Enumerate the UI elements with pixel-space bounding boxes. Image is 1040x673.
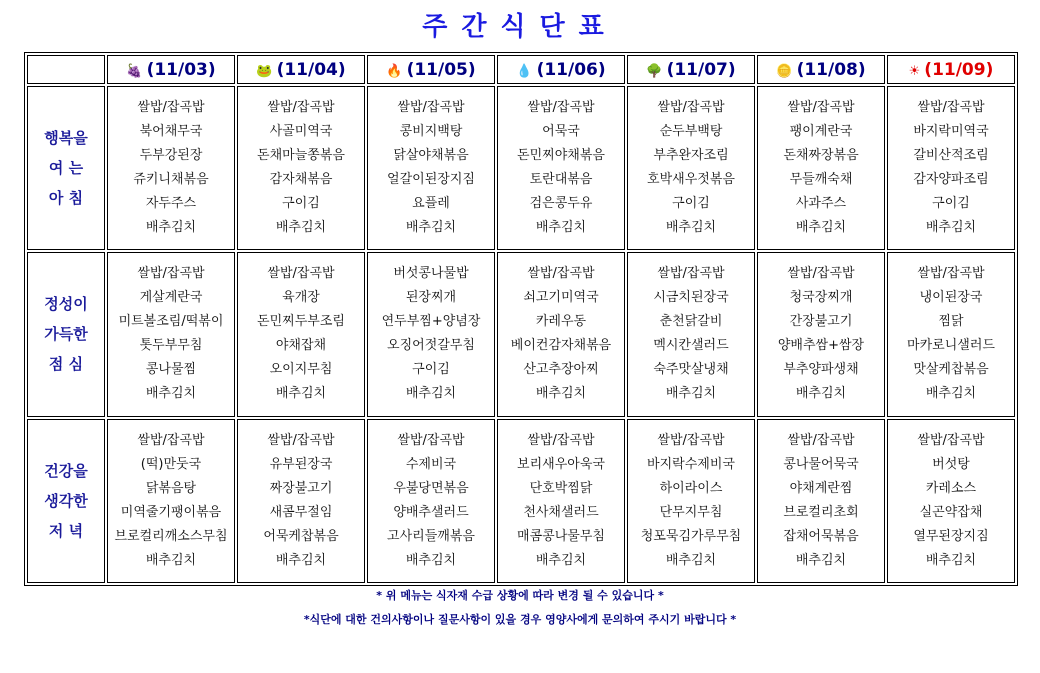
- menu-item: 배추김치: [795, 552, 847, 568]
- menu-item: 호박새우젓볶음: [647, 172, 735, 188]
- lunch-label: [27, 252, 105, 416]
- day-icon: ☀: [908, 63, 921, 79]
- menu-item: 구이김: [932, 196, 970, 212]
- menu-item: 어묵케찹볶음: [263, 528, 339, 544]
- menu-item: 배추김치: [145, 220, 197, 236]
- menu-item: 마카로니샐러드: [907, 338, 995, 354]
- menu-item: 고사리들깨볶음: [387, 528, 475, 544]
- menu-item: 단무지무침: [659, 504, 723, 520]
- menu-item: 부추양파생채: [783, 362, 859, 378]
- menu-item: 배추김치: [795, 386, 847, 402]
- menu-item: 배추김치: [275, 220, 327, 236]
- menu-item: 배추김치: [535, 220, 587, 236]
- menu-item-list: [628, 262, 754, 406]
- menu-item: 콩나물어묵국: [783, 456, 859, 472]
- menu-item: 쌀밥/잡곡밥: [397, 100, 465, 116]
- menu-item: 쇠고기미역국: [523, 290, 599, 306]
- menu-cell: [107, 419, 235, 583]
- menu-cell: [627, 419, 755, 583]
- menu-item: 야채계란찜: [789, 480, 853, 496]
- menu-item-list: [888, 429, 1014, 573]
- date-header-5: [627, 55, 755, 84]
- menu-item: 야채잡채: [275, 338, 327, 354]
- menu-item: 닭볶음탕: [145, 480, 197, 496]
- page-title: 주간식단표: [422, 12, 618, 42]
- menu-item: 카레우동: [535, 314, 587, 330]
- menu-item-list: [368, 96, 494, 240]
- weekly-menu-table: [24, 52, 1018, 586]
- menu-item: 찜닭: [938, 314, 964, 330]
- menu-item-list: [238, 96, 364, 240]
- menu-item: 짜장불고기: [269, 480, 333, 496]
- menu-item: 양배추샐러드: [393, 504, 469, 520]
- day-icon: 🍇: [126, 63, 143, 79]
- menu-cell: [497, 419, 625, 583]
- menu-item: 검은콩두유: [529, 196, 593, 212]
- meal-label-line: 여 는: [48, 159, 84, 178]
- menu-item: 배추김치: [145, 552, 197, 568]
- menu-cell: [627, 252, 755, 416]
- date-label: (11/05): [406, 59, 476, 80]
- menu-item: 갈비산적조림: [913, 148, 989, 164]
- menu-item-list: [498, 96, 624, 240]
- menu-item: 배추김치: [665, 386, 717, 402]
- menu-item: 쌀밥/잡곡밥: [267, 100, 335, 116]
- menu-item: 토란대볶음: [529, 172, 593, 188]
- menu-item: 유부된장국: [269, 456, 333, 472]
- menu-item-list: [628, 96, 754, 240]
- menu-item: 배추김치: [535, 386, 587, 402]
- menu-item: 쌀밥/잡곡밥: [787, 432, 855, 448]
- menu-item: 무들깨숙채: [789, 172, 853, 188]
- meal-label-line: 행복을: [44, 129, 88, 148]
- menu-item: 실곤약잡채: [919, 504, 983, 520]
- menu-item: 양배추쌈+쌈장: [777, 338, 865, 354]
- menu-item: 천사채샐러드: [523, 504, 599, 520]
- menu-item: 배추김치: [535, 552, 587, 568]
- menu-item: 요플레: [412, 196, 450, 212]
- menu-item: 배추김치: [665, 552, 717, 568]
- menu-item: 배추김치: [795, 220, 847, 236]
- menu-cell: [237, 86, 365, 250]
- meal-label-line: 점 심: [48, 355, 84, 374]
- menu-item: 배추김치: [145, 386, 197, 402]
- date-header-row: [27, 55, 1015, 84]
- menu-item: 단호박찜닭: [529, 480, 593, 496]
- menu-item: 보리새우아욱국: [517, 456, 605, 472]
- notice-contact-dietitian: *식단에 대한 건의사항이나 질문사항이 있을 경우 영양사에게 문의하여 주시기 바랍니다 *: [303, 613, 737, 626]
- menu-item: 얼갈이된장지짐: [387, 172, 475, 188]
- menu-item: 감자채볶음: [269, 172, 333, 188]
- menu-item: 육개장: [282, 290, 320, 306]
- menu-item: 바지락수제비국: [647, 456, 735, 472]
- menu-item: 배추김치: [275, 552, 327, 568]
- menu-item: 배추김치: [405, 220, 457, 236]
- menu-item: 두부강된장: [139, 148, 203, 164]
- menu-item: 베이컨감자채볶음: [510, 338, 612, 354]
- menu-item: 연두부찜+양념장: [381, 314, 481, 330]
- menu-item: 돈채짜장볶음: [783, 148, 859, 164]
- menu-item: 순두부백탕: [659, 124, 723, 140]
- day-icon: 🌳: [646, 63, 663, 79]
- menu-cell: [757, 419, 885, 583]
- menu-item-list: [888, 96, 1014, 240]
- menu-item: 바지락미역국: [913, 124, 989, 140]
- meal-label-line: 정성이: [44, 295, 88, 314]
- menu-item: 카레소스: [925, 480, 977, 496]
- menu-cell: [757, 86, 885, 250]
- menu-item: 새콤무절임: [269, 504, 333, 520]
- dinner-label: [27, 419, 105, 583]
- menu-item: 잡채어묵볶음: [783, 528, 859, 544]
- menu-item: 배추김치: [275, 386, 327, 402]
- menu-item: 산고추장아찌: [523, 362, 599, 378]
- menu-item-list: [108, 262, 234, 406]
- menu-item: 배추김치: [925, 552, 977, 568]
- breakfast-row: [27, 86, 1015, 250]
- menu-item: 쌀밥/잡곡밥: [917, 266, 985, 282]
- menu-item: 쌀밥/잡곡밥: [787, 100, 855, 116]
- menu-item: 오이지무침: [269, 362, 333, 378]
- menu-cell: [497, 252, 625, 416]
- menu-item: 감자양파조림: [913, 172, 989, 188]
- date-header-4: [497, 55, 625, 84]
- menu-cell: [237, 419, 365, 583]
- menu-item: 배추김치: [405, 552, 457, 568]
- menu-item: 맛살케찹볶음: [913, 362, 989, 378]
- menu-item: 팽이계란국: [789, 124, 853, 140]
- menu-item: 버섯탕: [932, 456, 970, 472]
- menu-item: 자두주스: [145, 196, 197, 212]
- dinner-row: [27, 419, 1015, 583]
- menu-item: 오징어젓갈무침: [387, 338, 475, 354]
- menu-item: 미트볼조림/떡볶이: [118, 314, 224, 330]
- menu-item: 쌀밥/잡곡밥: [527, 432, 595, 448]
- menu-cell: [237, 252, 365, 416]
- menu-cell: [627, 86, 755, 250]
- date-label: (11/04): [276, 59, 346, 80]
- menu-item: 어묵국: [542, 124, 580, 140]
- menu-item: 구이김: [412, 362, 450, 378]
- menu-item: 사과주스: [795, 196, 847, 212]
- menu-item-list: [888, 262, 1014, 406]
- menu-item-list: [758, 262, 884, 406]
- menu-item: 쌀밥/잡곡밥: [917, 100, 985, 116]
- menu-cell: [757, 252, 885, 416]
- menu-item-list: [238, 429, 364, 573]
- menu-item: 부추완자조림: [653, 148, 729, 164]
- menu-item: 청국장찌개: [789, 290, 853, 306]
- menu-cell: [887, 419, 1015, 583]
- menu-cell: [887, 86, 1015, 250]
- menu-item-list: [628, 429, 754, 573]
- menu-item: 버섯콩나물밥: [393, 266, 469, 282]
- menu-item: 구이김: [672, 196, 710, 212]
- menu-item: 된장찌개: [405, 290, 457, 306]
- date-header-2: [237, 55, 365, 84]
- day-icon: 🪙: [776, 63, 793, 79]
- date-header-3: [367, 55, 495, 84]
- menu-item: 돈민찌야채볶음: [517, 148, 605, 164]
- menu-item-list: [758, 96, 884, 240]
- corner-cell: [27, 55, 105, 84]
- menu-item-list: [108, 96, 234, 240]
- date-label: (11/09): [924, 59, 994, 80]
- menu-item: 닭살야채볶음: [393, 148, 469, 164]
- menu-item: 수제비국: [405, 456, 457, 472]
- menu-item: 사골미역국: [269, 124, 333, 140]
- menu-item: 게살계란국: [139, 290, 203, 306]
- menu-item: 냉이된장국: [919, 290, 983, 306]
- breakfast-label: [27, 86, 105, 250]
- meal-label-line: 저 녁: [48, 521, 84, 540]
- date-header-6: [757, 55, 885, 84]
- menu-item: 하이라이스: [659, 480, 723, 496]
- menu-item: 톳두부무침: [139, 338, 203, 354]
- notice-menu-change: * 위 메뉴는 식자재 수급 상황에 따라 변경 될 수 있습니다 *: [376, 589, 664, 602]
- menu-item-list: [108, 429, 234, 573]
- menu-item: 콩나물찜: [145, 362, 197, 378]
- menu-item: 배추김치: [665, 220, 717, 236]
- day-icon: 🐸: [256, 63, 273, 79]
- menu-cell: [367, 86, 495, 250]
- menu-item-list: [368, 262, 494, 406]
- menu-item: 간장불고기: [789, 314, 853, 330]
- menu-item: 미역줄기팽이볶음: [120, 504, 222, 520]
- menu-cell: [107, 86, 235, 250]
- menu-item-list: [498, 429, 624, 573]
- date-header-7: [887, 55, 1015, 84]
- menu-item: (떡)만둣국: [140, 456, 202, 472]
- meal-label-line: 건강을: [44, 461, 88, 480]
- menu-item: 쌀밥/잡곡밥: [657, 266, 725, 282]
- date-label: (11/06): [536, 59, 606, 80]
- menu-item: 쌀밥/잡곡밥: [397, 432, 465, 448]
- menu-item: 구이김: [282, 196, 320, 212]
- menu-item: 배추김치: [925, 220, 977, 236]
- menu-item-list: [498, 262, 624, 406]
- menu-body: [27, 86, 1015, 583]
- menu-item-list: [368, 429, 494, 573]
- menu-item: 시금치된장국: [653, 290, 729, 306]
- menu-item: 북어채무국: [139, 124, 203, 140]
- date-label: (11/03): [146, 59, 216, 80]
- menu-item: 쌀밥/잡곡밥: [137, 266, 205, 282]
- menu-item: 브로컬리깨소스무침: [114, 528, 228, 544]
- menu-item: 쥬키니채볶음: [133, 172, 209, 188]
- day-icon: 💧: [516, 63, 533, 79]
- date-header-1: [107, 55, 235, 84]
- menu-item: 쌀밥/잡곡밥: [137, 100, 205, 116]
- menu-cell: [887, 252, 1015, 416]
- menu-item: 우불당면볶음: [393, 480, 469, 496]
- meal-label-line: 생각한: [44, 491, 88, 510]
- lunch-row: [27, 252, 1015, 416]
- meal-label-line: 가득한: [44, 325, 88, 344]
- menu-item: 청포묵김가루무침: [640, 528, 742, 544]
- menu-item: 브로컬리초회: [783, 504, 859, 520]
- menu-item: 쌀밥/잡곡밥: [267, 266, 335, 282]
- menu-item: 돈채마늘쫑볶음: [257, 148, 345, 164]
- menu-item: 쌀밥/잡곡밥: [527, 100, 595, 116]
- menu-item: 쌀밥/잡곡밥: [917, 432, 985, 448]
- menu-item: 멕시칸샐러드: [653, 338, 729, 354]
- menu-cell: [107, 252, 235, 416]
- menu-item: 매콤콩나물무침: [517, 528, 605, 544]
- day-icon: 🔥: [386, 63, 403, 79]
- menu-item: 쌀밥/잡곡밥: [527, 266, 595, 282]
- menu-item: 쌀밥/잡곡밥: [787, 266, 855, 282]
- menu-item: 돈민찌두부조림: [257, 314, 345, 330]
- menu-item: 배추김치: [925, 386, 977, 402]
- date-label: (11/08): [796, 59, 866, 80]
- menu-item-list: [238, 262, 364, 406]
- meal-label-line: 아 침: [48, 189, 84, 208]
- menu-cell: [367, 252, 495, 416]
- menu-cell: [367, 419, 495, 583]
- menu-cell: [497, 86, 625, 250]
- menu-item: 콩비지백탕: [399, 124, 463, 140]
- menu-item: 쌀밥/잡곡밥: [267, 432, 335, 448]
- menu-item: 배추김치: [405, 386, 457, 402]
- menu-item: 쌀밥/잡곡밥: [137, 432, 205, 448]
- date-label: (11/07): [666, 59, 736, 80]
- menu-item: 숙주맛살냉채: [653, 362, 729, 378]
- menu-item-list: [758, 429, 884, 573]
- menu-item: 쌀밥/잡곡밥: [657, 100, 725, 116]
- menu-item: 열무된장지짐: [913, 528, 989, 544]
- menu-item: 쌀밥/잡곡밥: [657, 432, 725, 448]
- menu-item: 춘천닭갈비: [659, 314, 723, 330]
